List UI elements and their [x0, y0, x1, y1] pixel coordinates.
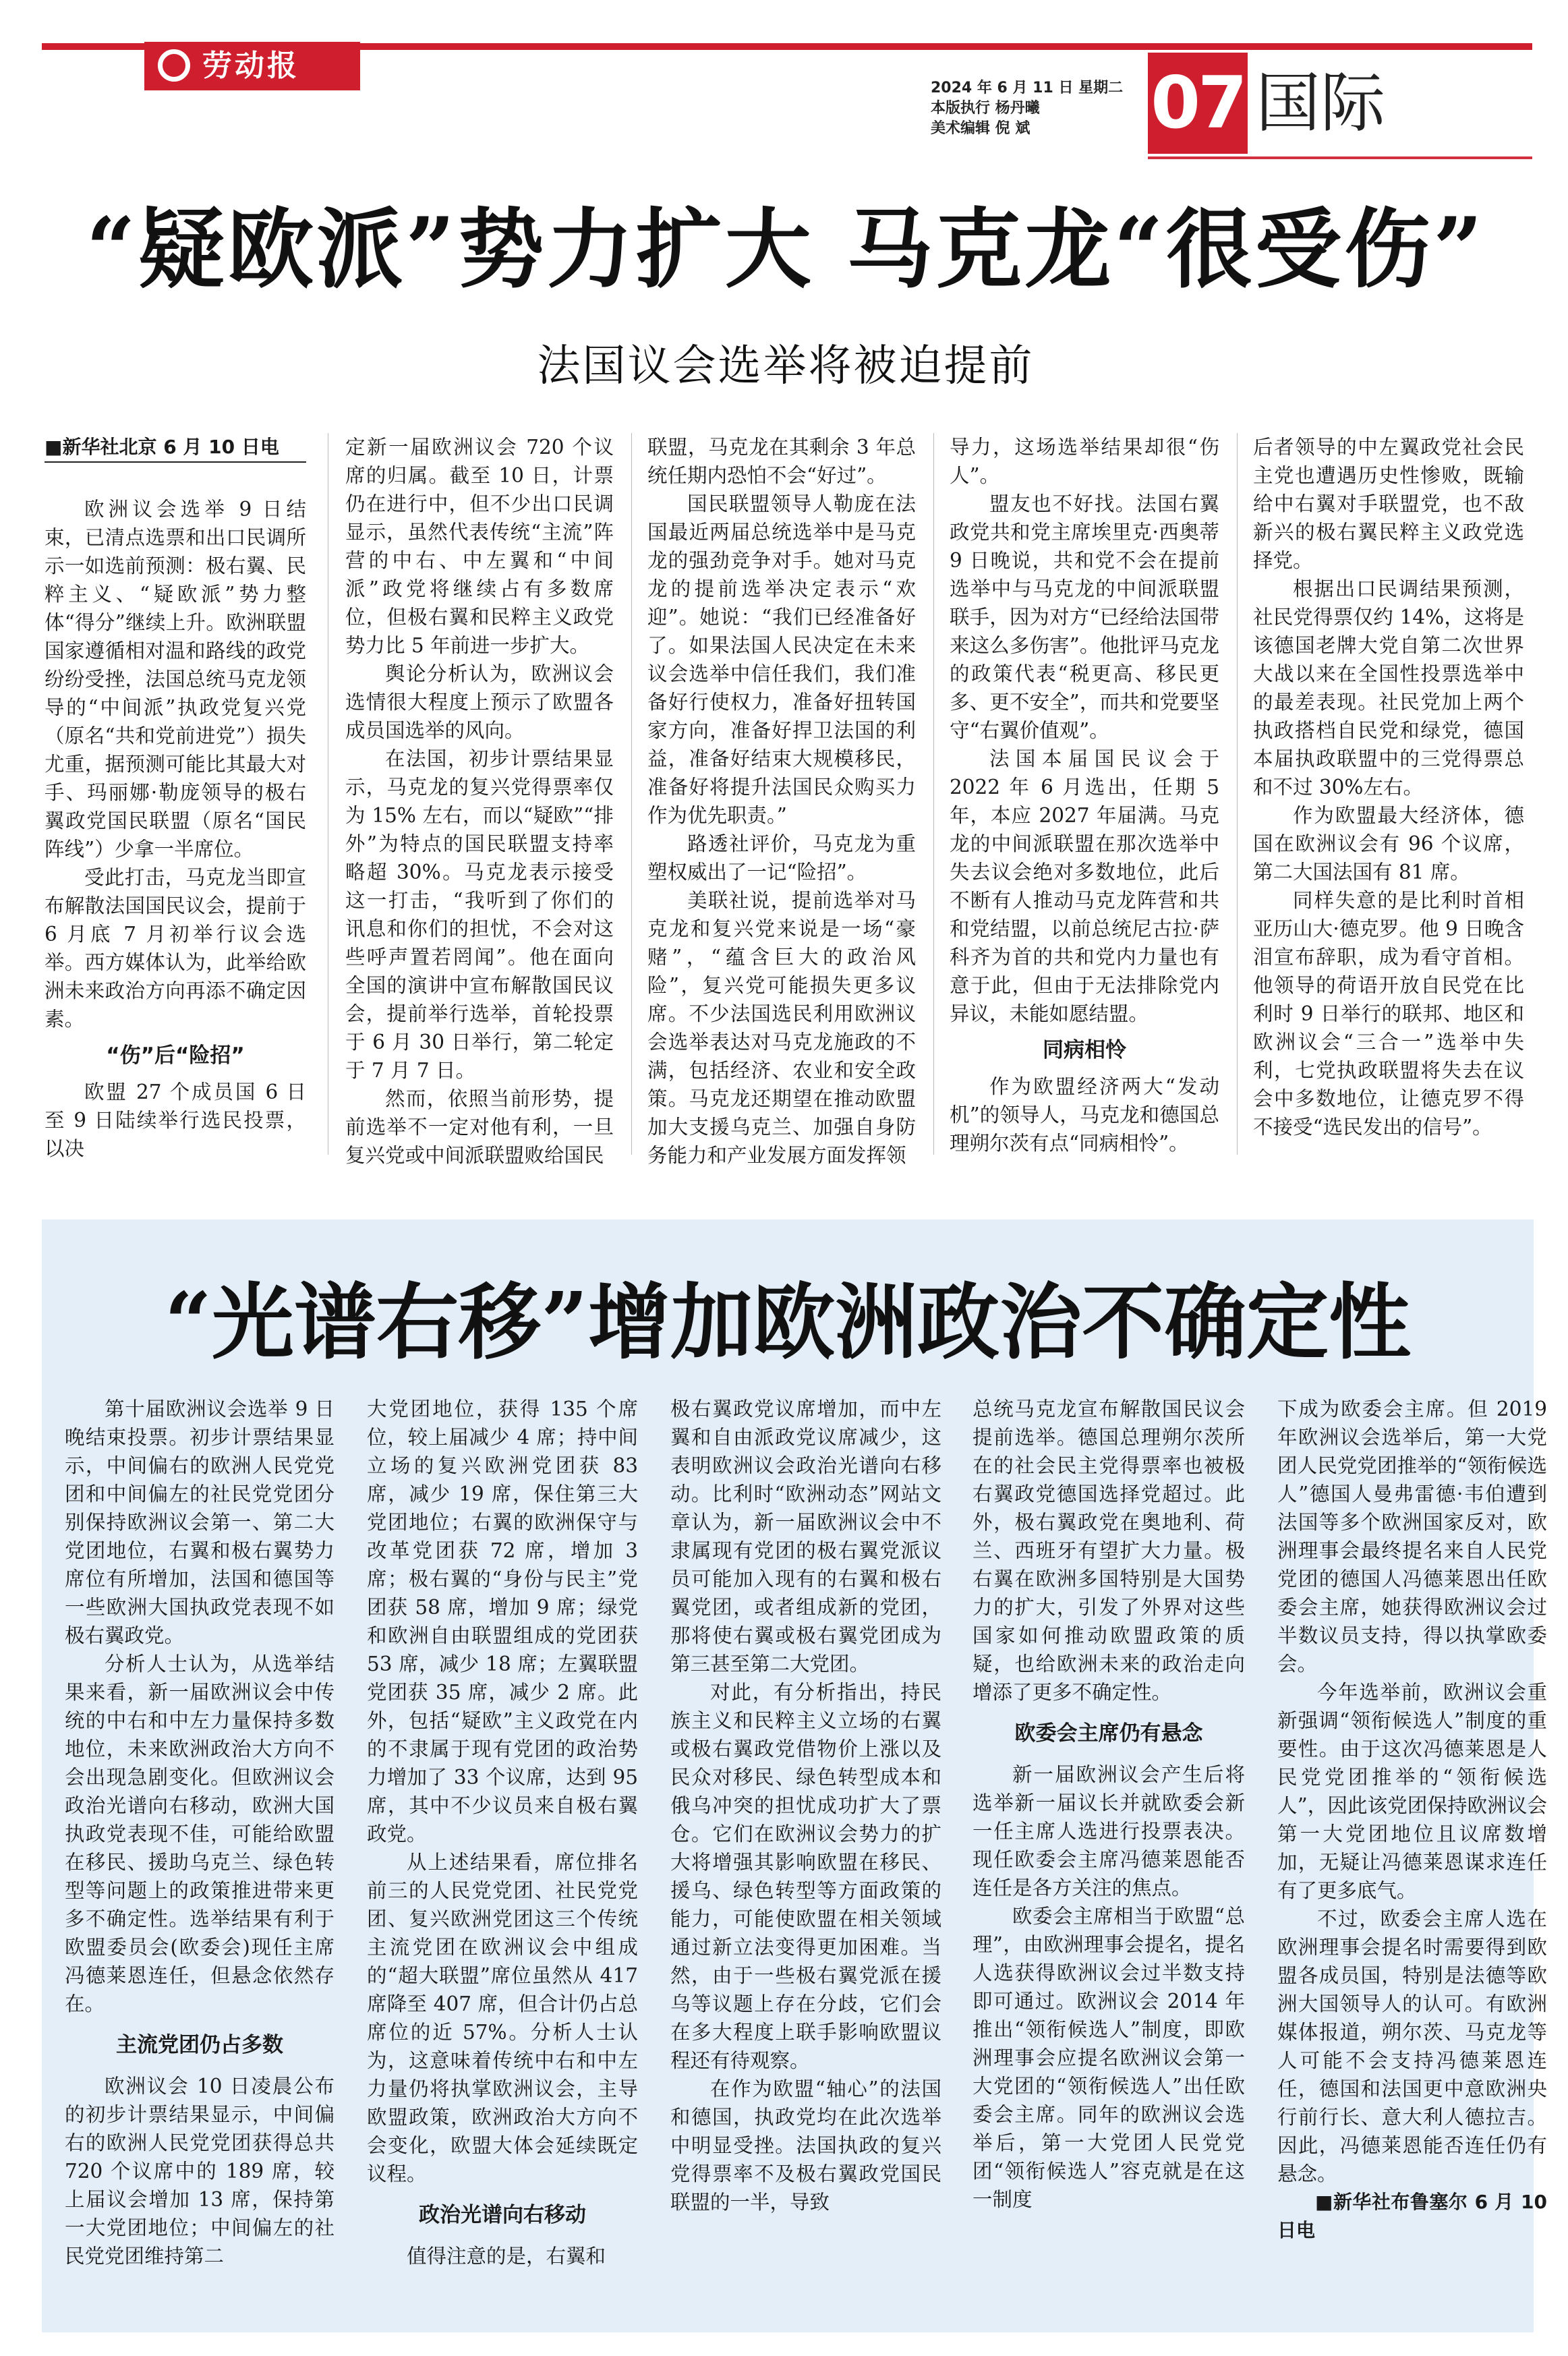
paragraph: 法国本届国民议会于 2022 年 6 月选出，任期 5 年，本应 2027 年届满。马克龙的中间派联盟在那次选举中失去议会绝对多数地位，此后不断有人推动马克龙阵营和共和党结盟，以前总统尼古拉·萨科齐为首的共和党内力量也有意于此，但由于无法排除党内异议，未能如愿结盟。 [950, 747, 1219, 1025]
article-column-4 [950, 433, 1219, 1157]
logo-circle-icon [158, 49, 190, 82]
paragraph: 大党团地位，获得 135 个席位，较上届减少 4 席；持中间立场的复兴欧洲党团获 83 席，减少 19 席，保住第三大党团地位；右翼的欧洲保守与改革党团获 72 席，增加 3 席；极右翼的“身份与民主”党团获 58 席，增加 9 席；绿党和欧洲自由联盟组成的党团获 53 席，减少 18 席；左翼联盟党团获 35 席，减少 2 席。此外，包括“疑欧”主义政党在内的不隶属于现有党团的政治势力增加了 33 个议席，达到 95 席，其中不少议员来自极右翼政党。 [367, 1398, 638, 1845]
paragraph: 同样失意的是比利时首相亚历山大·德克罗。他 9 日晚含泪宣布辞职，成为看守首相。他领导的荷语开放自民党在比利时 9 日举行的联邦、地区和欧洲议会“三合一”选举中失利，七党执政联盟将失去在议会中多数地位，让德克罗不得不接受“选民发出的信号”。 [1253, 889, 1524, 1139]
paragraph: 极右翼政党议席增加，而中左翼和自由派政党议席减少，这表明欧洲议会政治光谱向右移动。比利时“欧洲动态”网站文章认为，新一届欧洲议会中不隶属现有党团的极右翼党派议员可能加入现有的右翼和极右翼党团，或者组成新的党团，那将使右翼或极右翼党团成为第三甚至第二大党团。 [670, 1398, 941, 1675]
page-editor: 本版执行 杨丹曦 [931, 100, 1040, 117]
paragraph: 受此打击，马克龙当即宣布解散法国国民议会，提前于 6 月底 7 月初举行议会选举。西方媒体认为，此举给欧洲未来政治方向再添不确定因素。 [45, 866, 306, 1031]
paragraph: 欧洲议会选举 9 日结束，已清点选票和出口民调所示一如选前预测：极右翼、民粹主义、“疑欧派”势力整体“得分”继续上升。欧洲联盟国家遵循相对温和路线的政党纷纷受挫，法国总统马克龙领导的“中间派”执政党复兴党（原名“共和党前进党”）损失尤重，据预测可能比其最大对手、玛丽娜·勒庞领导的极右翼政党国民联盟（原名“国民阵线”）少拿一半席位。 [45, 498, 306, 861]
article-2-subhead: 主流党团仍占多数 [116, 2033, 283, 2057]
paragraph: 第十届欧洲议会选举 9 日晚结束投票。初步计票结果显示，中间偏右的欧洲人民党党团和中间偏左的社民党党团分别保持欧洲议会第一、第二大党团地位，右翼和极右翼势力席位有所增加，法国和德国等一些欧洲大国执政党表现不如极右翼政党。 [65, 1398, 335, 1647]
paragraph: 路透社评价，马克龙为重塑权威出了一记“险招”。 [647, 832, 916, 884]
paragraph: 对此，有分析指出，持民族主义和民粹主义立场的右翼或极右翼政党借物价上涨以及民众对移民、绿色转型成本和俄乌冲突的担忧成功扩大了票仓。它们在欧洲议会势力的扩大将增强其影响欧盟在移民、援乌、绿色转型等方面政策的能力，可能使欧盟在相关领域通过新立法变得更加困难。当然，由于一些极右翼党派在援乌等议题上存在分歧，它们会在多大程度上联手影响欧盟议程还有待观察。 [670, 1681, 941, 2072]
paragraph: 今年选举前，欧洲议会重新强调“领衔候选人”制度的重要性。由于这次冯德莱恩是人民党党团推举的“领衔候选人”，因此该党团保持欧洲议会第一大党团地位且议席数增加，无疑让冯德莱恩谋求连任有了更多底气。 [1277, 1681, 1547, 1902]
paragraph: 国民联盟领导人勒庞在法国最近两届总统选举中是马克龙的强劲竞争对手。她对马克龙的提前选举决定表示“欢迎”。她说：“我们已经准备好了。如果法国人民决定在未来议会选举中信任我们，我们准备好行使权力，准备好扭转国家方向，准备好捍卫法国的利益，准备好结束大规模移民，准备好将提升法国民众购买力作为优先职责。” [647, 492, 916, 827]
column-divider [631, 433, 632, 1155]
issue-info [931, 78, 1140, 139]
paragraph: 新一届欧洲议会产生后将选举新一届议长并就欧委会新一任主席人选进行投票表决。现任欧委会主席冯德莱恩能否连任是各方关注的焦点。 [972, 1763, 1245, 1899]
paragraph: 后者领导的中左翼政党社会民主党也遭遇历史性惨败，既输给中右翼对手联盟党，也不敌新兴的极右翼民粹主义政党选择党。 [1253, 436, 1524, 572]
article-2-column-5 [1277, 1395, 1547, 2245]
issue-date: 2024 年 6 月 11 日 星期二 [931, 80, 1124, 96]
paragraph: 分析人士认为，从选举结果来看，新一届欧洲议会中传统的中右和中左力量保持多数地位，未来欧洲政治大方向不会出现急剧变化。但欧洲议会政治光谱向右移动，欧洲大国执政党表现不佳，可能给欧盟在移民、援助乌克兰、绿色转型等问题上的政策推进带来更多不确定性。选举结果有利于欧盟委员会(欧委会)现任主席冯德莱恩连任，但悬念依然存在。 [65, 1653, 335, 2015]
article-column-5 [1253, 433, 1524, 1141]
paragraph: 然而，依照当前形势，提前选举不一定对他有利，一旦复兴党或中间派联盟败给国民 [345, 1087, 614, 1167]
article-headline: “疑欧派”势力扩大 马克龙“很受伤” [86, 199, 1486, 300]
paragraph: 作为欧盟最大经济体，德国在欧洲议会有 96 个议席，第二大国法国有 81 席。 [1253, 804, 1524, 884]
paragraph: 作为欧盟经济两大“发动机”的领导人，马克龙和德国总理朔尔茨有点“同病相怜”。 [950, 1075, 1219, 1155]
paragraph: 联盟，马克龙在其剩余 3 年总统任期内恐怕不会“好过”。 [647, 436, 916, 487]
article-2-endline: ■新华社布鲁塞尔 6 月 10 日电 [1277, 2191, 1547, 2241]
article-dateline: ■新华社北京 6 月 10 日电 [45, 433, 306, 463]
paragraph: 舆论分析认为，欧洲议会选情很大程度上预示了欧盟各成员国选举的风向。 [345, 662, 614, 742]
article-subheadline: 法国议会选举将被迫提前 [537, 341, 1035, 391]
article-2-subhead: 欧委会主席仍有悬念 [1014, 1721, 1203, 1746]
paragraph: 欧盟 27 个成员国 6 日至 9 日陆续举行选民投票，以决 [45, 1081, 306, 1160]
article-subhead: “伤”后“险招” [106, 1043, 245, 1068]
article-subhead: 同病相怜 [1043, 1038, 1126, 1062]
paragraph: 定新一届欧洲议会 720 个议席的归属。截至 10 日，计票仍在进行中，但不少出口民调显示，虽然代表传统“主流”阵营的中右、中左翼和“中间派”政党将继续占有多数席位，但极右翼和民粹主义政党势力比 5 年前进一步扩大。 [345, 436, 614, 657]
paragraph: 欧委会主席相当于欧盟“总理”，由欧洲理事会提名，提名人选获得欧洲议会过半数支持即可通过。欧洲议会 2014 年推出“领衔候选人”制度，即欧洲理事会应提名欧洲议会第一大党团的“领衔候选人”出任欧委会主席。同年的欧洲议会选举后，第一大党团人民党党团“领衔候选人”容克就是在这一制度 [972, 1905, 1245, 2211]
paragraph: 欧洲议会 10 日凌晨公布的初步计票结果显示，中间偏右的欧洲人民党党团获得总共 720 个议席中的 189 席，较上届议会增加 13 席，保持第一大党团地位；中间偏左的社民党党团维持第二 [65, 2075, 335, 2268]
paragraph: 从上述结果看，席位排名前三的人民党党团、社民党党团、复兴欧洲党团这三个传统主流党团在欧洲议会中组成的“超大联盟”席位虽然从 417 席降至 407 席，但合计仍占总席位的近 57%。分析人士认为，这意味着传统中右和中左力量仍将执掌欧洲议会，主导欧盟政策，欧洲政治大方向不会变化，欧盟大体会延续既定议程。 [367, 1851, 638, 2185]
article-2-headline: “光谱右移”增加欧洲政治不确定性 [164, 1273, 1412, 1371]
column-divider [933, 433, 934, 1155]
masthead-logo [144, 42, 360, 90]
masthead-name: 劳动报 [202, 49, 299, 83]
article-2-column-4 [972, 1395, 1245, 2214]
paragraph: 在作为欧盟“轴心”的法国和德国，执政党均在此次选举中明显受挫。法国执政的复兴党得票率不及极右翼政党国民联盟的一半，导致 [670, 2077, 941, 2214]
paragraph: 导力，这场选举结果却很“伤人”。 [950, 436, 1219, 487]
paragraph: 不过，欧委会主席人选在欧洲理事会提名时需要得到欧盟各成员国，特别是法德等欧洲大国领导人的认可。有欧洲媒体报道，朔尔茨、马克龙等人可能不会支持冯德莱恩连任，德国和法国更中意欧洲央行前行长、意大利人德拉吉。因此，冯德莱恩能否连任仍有悬念。 [1277, 1907, 1547, 2185]
article-column-3 [647, 433, 916, 1170]
column-divider [1237, 433, 1238, 1155]
paragraph: 盟友也不好找。法国右翼政党共和党主席埃里克·西奥蒂 9 日晚说，共和党不会在提前选举中与马克龙的中间派联盟联手，因为对方“已经给法国带来这么多伤害”。他批评马克龙的政策代表“税更高、移民更多、更不安全”，而共和党要坚守“右翼价值观”。 [950, 492, 1219, 742]
article-2-column-2 [367, 1395, 638, 2270]
paragraph: 根据出口民调结果预测，社民党得票仅约 14%，这将是该德国老牌大党自第二次世界大战以来在全国性投票选举中的最差表现。社民党加上两个执政搭档自民党和绿党，德国本届执政联盟中的三党得票总和不过 30%左右。 [1253, 577, 1524, 799]
section-underline [1148, 156, 1532, 159]
paragraph: 在法国，初步计票结果显示，马克龙的复兴党得票率仅为 15% 左右，而以“疑欧”“排外”为特点的国民联盟支持率略超 30%。马克龙表示接受这一打击，“我听到了你们的讯息和你们的担忧，不会对这些呼声置若罔闻”。他在面向全国的演讲中宣布解散国民议会，提前举行选举，首轮投票于 6 月 30 日举行，第二轮定于 7 月 7 日。 [345, 747, 614, 1082]
page-number: 07 [1148, 53, 1248, 154]
article-column-1 [45, 433, 306, 1163]
article-2-column-1 [65, 1395, 335, 2270]
art-editor: 美术编辑 倪 斌 [931, 120, 1030, 137]
article-2-subhead: 政治光谱向右移动 [419, 2203, 586, 2227]
paragraph: 总统马克龙宣布解散国民议会提前选举。德国总理朔尔茨所在的社会民主党得票率也被极右翼政党德国选择党超过。此外，极右翼政党在奥地利、荷兰、西班牙有望扩大力量。极右翼在欧洲多国特别是大国势力的扩大，引发了外界对这些国家如何推动欧盟政策的质疑，也给欧洲未来的政治走向增添了更多不确定性。 [972, 1398, 1245, 1704]
article-column-2 [345, 433, 614, 1170]
paragraph: 下成为欧委会主席。但 2019 年欧洲议会选举后，第一大党团人民党党团推举的“领衔候选人”德国人曼弗雷德·韦伯遭到法国等多个欧洲国家反对，欧洲理事会最终提名来自人民党党团的德国人冯德莱恩出任欧委会主席，她获得欧洲议会过半数议员支持，得以执掌欧委会。 [1277, 1398, 1547, 1675]
paragraph: 美联社说，提前选举对马克龙和复兴党来说是一场“豪赌”，“蕴含巨大的政治风险”，复兴党可能损失更多议席。不少法国选民利用欧洲议会选举表达对马克龙施政的不满，包括经济、农业和安全政策。马克龙还期望在推动欧盟加大支援乌克兰、加强自身防务能力和产业发展方面发挥领 [647, 889, 916, 1167]
paragraph: 值得注意的是，右翼和 [407, 2245, 606, 2268]
article-2-column-3 [670, 1395, 941, 2216]
section-name: 国际 [1256, 65, 1385, 141]
